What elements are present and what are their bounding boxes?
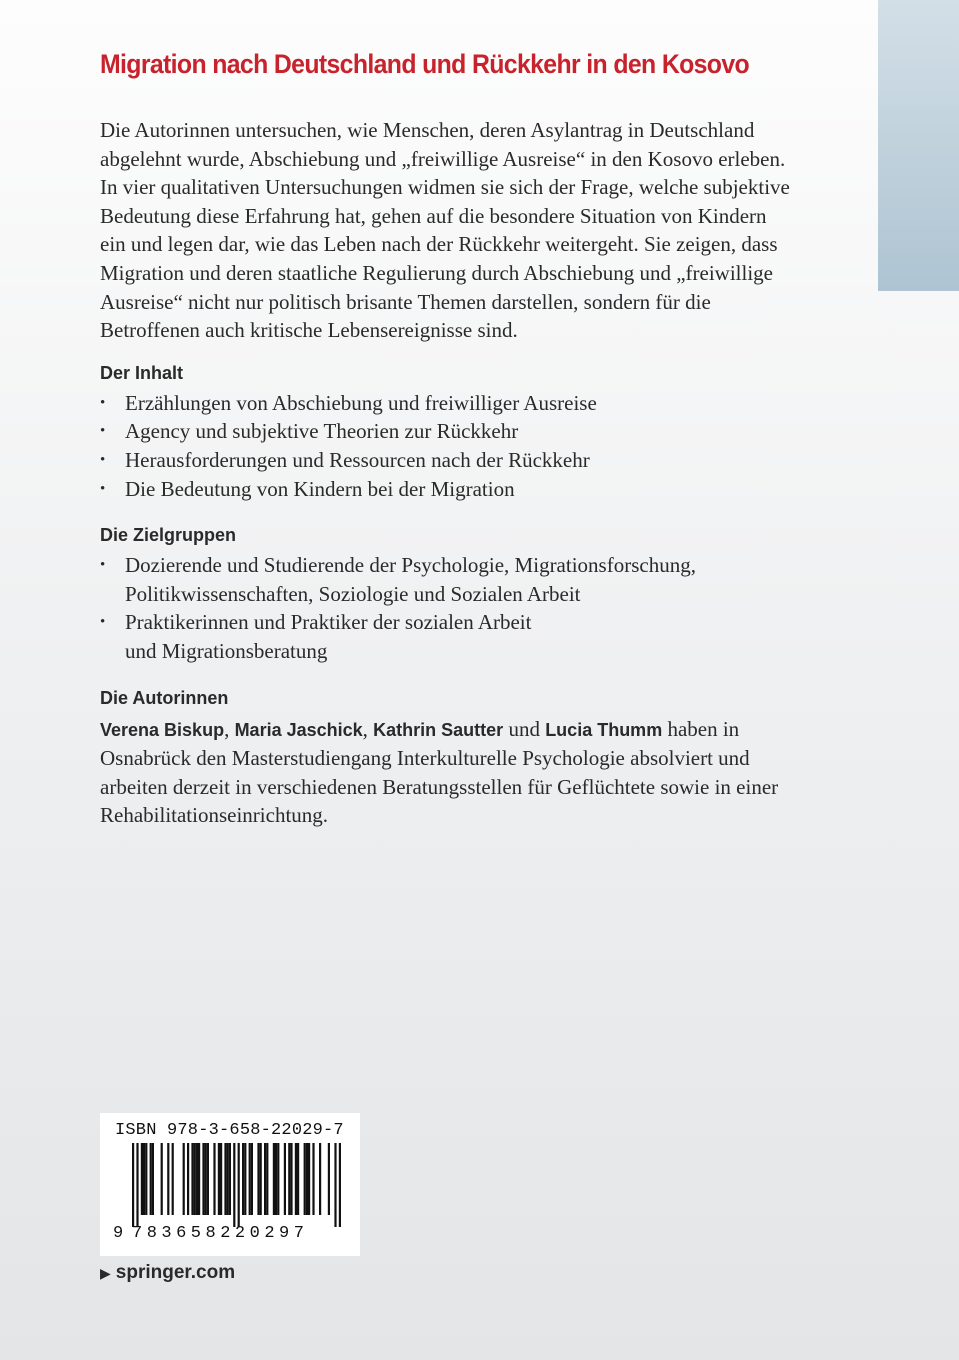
- intro-line: ein und legen dar, wie das Leben nach der Rückkehr weitergeht. Sie zeigen, dass: [100, 232, 778, 257]
- autorinnen-heading: Die Autorinnen: [100, 687, 229, 708]
- barcode-bar: [143, 1143, 145, 1215]
- barcode-bar: [132, 1143, 134, 1227]
- barcode-bar: [266, 1143, 268, 1215]
- list-item: • Dozierende und Studierende der Psychologie, Migrationsforschung, Politikwissenschaften, Soziologie und Sozialen Arbeit: [100, 553, 696, 606]
- back-cover-content: [100, 44, 812, 830]
- author-name: Lucia Thumm: [545, 719, 663, 740]
- barcode-bar: [249, 1143, 251, 1215]
- authors-line: Rehabilitationseinrichtung.: [100, 803, 329, 828]
- barcode-bar: [284, 1143, 286, 1215]
- isbn-label: ISBN 978-3-658-22029-7: [115, 1121, 344, 1140]
- barcode-bar: [312, 1143, 314, 1215]
- barcode-bar: [251, 1143, 253, 1215]
- barcode-bar: [242, 1143, 244, 1215]
- barcode-lead-digit: 9: [113, 1224, 124, 1243]
- list-item: • Erzählungen von Abschiebung und freiwilliger Ausreise: [100, 389, 812, 418]
- barcode-bar: [295, 1143, 297, 1215]
- intro-line: Betroffenen auch kritische Lebensereignisse sind.: [100, 318, 518, 343]
- bullet-icon: •: [100, 480, 106, 497]
- intro-line: Bedeutung diese Erfahrung hat, gehen auf die besondere Situation von Kindern: [100, 203, 767, 228]
- barcode-bar: [224, 1143, 226, 1215]
- barcode-bar: [334, 1143, 336, 1227]
- barcode-bar: [257, 1143, 259, 1215]
- barcode-bar: [273, 1143, 275, 1215]
- barcode-bar: [264, 1143, 266, 1215]
- authors-first-line: Verena Biskup, Maria Jaschick, Kathrin Sautter und Lucia Thumm haben in: [100, 716, 740, 741]
- barcode-bar: [207, 1143, 209, 1215]
- barcode-bar: [172, 1143, 174, 1215]
- barcode-bar: [277, 1143, 279, 1215]
- list-item: • Herausforderungen und Ressourcen nach der Rückkehr: [100, 446, 812, 475]
- barcode-bar: [183, 1143, 185, 1215]
- barcode-bar: [227, 1143, 229, 1215]
- barcode-bar: [275, 1143, 277, 1215]
- barcode-bar: [290, 1143, 292, 1215]
- inhalt-heading: Der Inhalt: [100, 362, 184, 383]
- barcode-bar: [288, 1143, 290, 1215]
- bullet-icon: •: [100, 614, 106, 631]
- barcode-bar: [202, 1143, 204, 1215]
- barcode-digits: 783658220297: [132, 1224, 309, 1243]
- intro-paragraph: [100, 116, 812, 345]
- barcode-bar: [205, 1143, 207, 1215]
- barcode-bar: [198, 1143, 200, 1215]
- barcode-bar: [328, 1143, 330, 1215]
- barcode-bar: [187, 1143, 189, 1215]
- barcode-bar: [220, 1143, 222, 1215]
- bullet-icon: •: [100, 451, 106, 468]
- isbn-barcode: [100, 1113, 360, 1256]
- publisher-url: springer.com: [115, 1262, 236, 1283]
- barcode-bar: [304, 1143, 306, 1215]
- barcode-bar: [161, 1143, 163, 1215]
- barcode-bar: [297, 1143, 299, 1215]
- barcode-bar: [233, 1143, 235, 1227]
- bullet-icon: •: [100, 557, 106, 574]
- intro-line: In vier qualitativen Untersuchungen widmen sie sich der Frage, welche subjektive: [100, 175, 790, 200]
- authors-line: Osnabrück den Masterstudiengang Interkulturelle Psychologie absolviert und: [100, 746, 750, 771]
- intro-line: Die Autorinnen untersuchen, wie Menschen, deren Asylantrag in Deutschland: [100, 118, 755, 142]
- list-item: • Praktikerinnen und Praktiker der sozialen Arbeit und Migrationsberatung: [100, 610, 532, 663]
- author-name: Maria Jaschick: [234, 719, 363, 740]
- zielgruppen-list: [100, 551, 812, 665]
- barcode-bar: [167, 1143, 169, 1215]
- bullet-icon: •: [100, 394, 106, 411]
- barcode-bar: [229, 1143, 231, 1215]
- barcode-bar: [238, 1143, 240, 1227]
- play-arrow-icon: ▶: [100, 1264, 111, 1281]
- author-name: Verena Biskup: [100, 719, 225, 740]
- barcode-bar: [152, 1143, 154, 1215]
- book-title: Migration nach Deutschland und Rückkehr in den Kosovo: [100, 49, 750, 79]
- inhalt-list: [100, 389, 812, 503]
- author-name: Kathrin Sautter: [373, 719, 504, 740]
- barcode-bar: [306, 1143, 308, 1215]
- barcode-bar: [244, 1143, 246, 1215]
- barcode-bar: [136, 1143, 138, 1227]
- authors-line: arbeiten derzeit in verschiedenen Beratungsstellen für Geflüchtete sowie in einer: [100, 774, 779, 799]
- barcode-bar: [319, 1143, 321, 1215]
- authors-paragraph: [100, 715, 812, 830]
- list-item: • Agency und subjektive Theorien zur Rückkehr: [100, 417, 812, 446]
- zielgruppen-heading: Die Zielgruppen: [100, 525, 237, 546]
- barcode-bar: [145, 1143, 147, 1215]
- barcode-bar: [308, 1143, 310, 1215]
- barcode-bar: [196, 1143, 198, 1215]
- barcode-bar: [194, 1143, 196, 1215]
- accent-bar: [878, 0, 959, 291]
- barcode-bar: [150, 1143, 152, 1215]
- intro-line: Migration und deren staatliche Regulierung durch Abschiebung und „freiwillige: [100, 260, 773, 285]
- barcode-bar: [213, 1143, 215, 1215]
- barcode-bar: [191, 1143, 193, 1215]
- list-item: • Die Bedeutung von Kindern bei der Migration: [100, 475, 812, 504]
- intro-line: abgelehnt wurde, Abschiebung und „freiwillige Ausreise“ in den Kosovo erleben.: [100, 146, 786, 171]
- bullet-icon: •: [100, 423, 106, 440]
- intro-line: Ausreise“ nicht nur politisch brisante Themen darstellen, sondern für die: [100, 289, 711, 314]
- barcode-bar: [218, 1143, 220, 1215]
- publisher-link[interactable]: [100, 1262, 235, 1284]
- barcode-bar: [339, 1143, 341, 1227]
- barcode-bar: [141, 1143, 143, 1215]
- barcode-bars: [100, 1143, 360, 1227]
- barcode-bar: [260, 1143, 262, 1215]
